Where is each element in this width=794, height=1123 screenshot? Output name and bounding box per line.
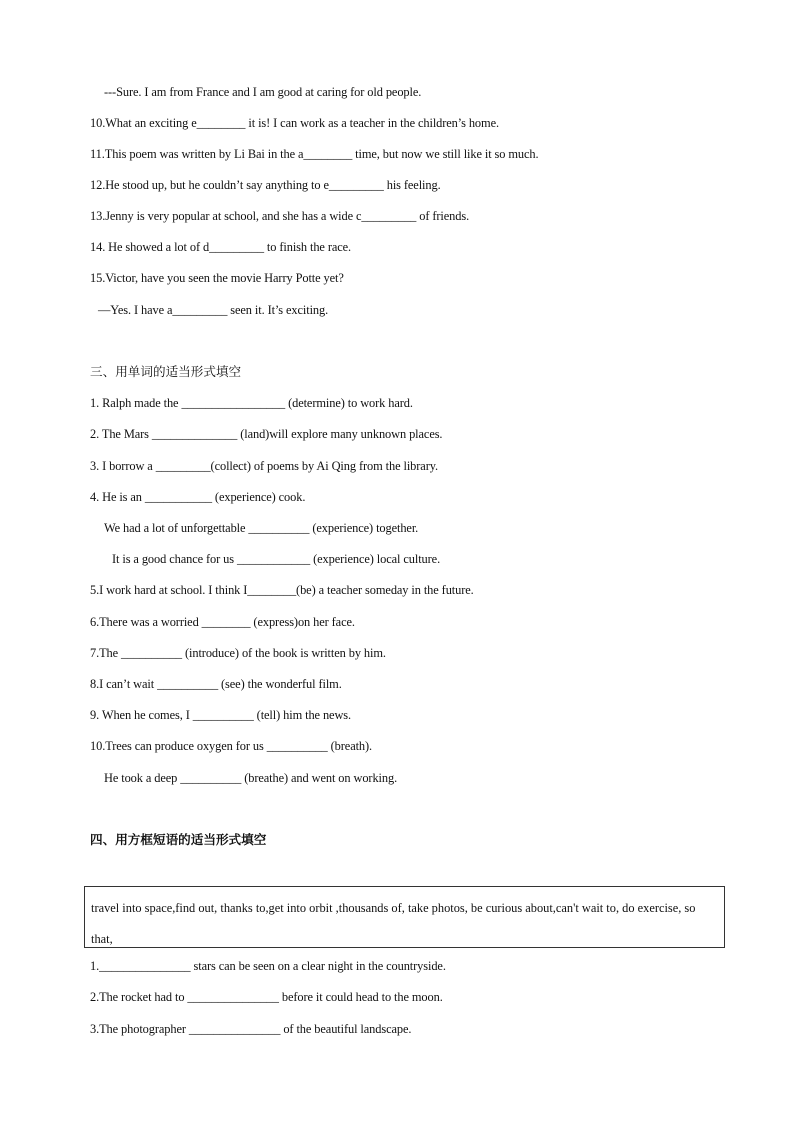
question-3-5: 5.I work hard at school. I think I________(be) a teacher someday in the future. [90, 583, 474, 597]
question-3-4: 4. He is an ___________ (experience) cook. [90, 490, 306, 504]
question-11: 11.This poem was written by Li Bai in the a________ time, but now we still like it so much. [90, 147, 539, 161]
question-3-9: 9. When he comes, I __________ (tell) him the news. [90, 708, 352, 722]
question-3-4c: It is a good chance for us ____________ (experience) local culture. [112, 552, 441, 566]
question-3-2: 2. The Mars ______________ (land)will explore many unknown places. [90, 427, 443, 441]
question-3-8: 8.I can’t wait __________ (see) the wonderful film. [90, 677, 342, 691]
phrase-box: travel into space,find out, thanks to,get into orbit ,thousands of, take photos, be curious about,can't wait to, do exercise, so that, [84, 886, 725, 948]
question-3-4b: We had a lot of unforgettable __________ (experience) together. [104, 521, 419, 535]
question-3-3: 3. I borrow a _________(collect) of poems by Ai Qing from the library. [90, 459, 439, 473]
question-14: 14. He showed a lot of d_________ to finish the race. [90, 240, 352, 254]
section-4-heading: 四、用方框短语的适当形式填空 [90, 832, 267, 847]
answer-line-sure: ---Sure. I am from France and I am good at caring for old people. [104, 85, 422, 99]
question-4-2: 2.The rocket had to _______________ before it could head to the moon. [90, 990, 443, 1004]
question-3-7: 7.The __________ (introduce) of the book is written by him. [90, 646, 386, 660]
question-10: 10.What an exciting e________ it is! I can work as a teacher in the children’s home. [90, 116, 499, 130]
question-3-6: 6.There was a worried ________ (express)on her face. [90, 615, 355, 629]
section-3-heading: 三、用单词的适当形式填空 [90, 364, 242, 379]
question-4-3: 3.The photographer _______________ of the beautiful landscape. [90, 1022, 412, 1036]
question-3-1: 1. Ralph made the _________________ (determine) to work hard. [90, 396, 413, 410]
question-4-1: 1._______________ stars can be seen on a clear night in the countryside. [90, 959, 446, 973]
question-15: 15.Victor, have you seen the movie Harry Potte yet? [90, 271, 344, 285]
question-12: 12.He stood up, but he couldn’t say anything to e_________ his feeling. [90, 178, 441, 192]
question-3-10: 10.Trees can produce oxygen for us __________ (breath). [90, 739, 373, 753]
question-13: 13.Jenny is very popular at school, and she has a wide c_________ of friends. [90, 209, 470, 223]
question-3-10b: He took a deep __________ (breathe) and went on working. [104, 771, 398, 785]
answer-line-yes: —Yes. I have a_________ seen it. It’s exciting. [98, 303, 329, 317]
